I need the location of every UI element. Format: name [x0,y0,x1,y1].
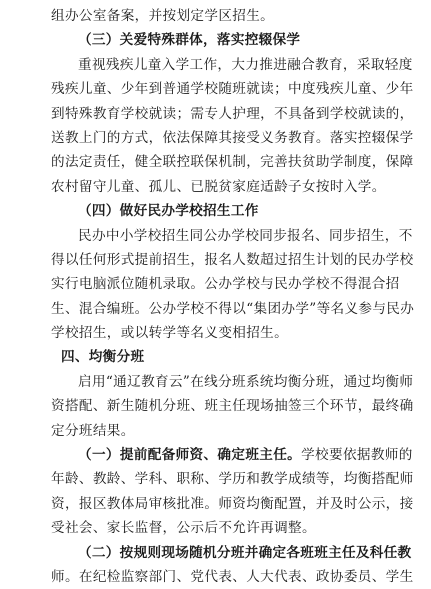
body-line: 重视残疾儿童入学工作，大力推进融合教育，采取轻度 [78,56,413,73]
body-line: 实行电脑派位随机录取。公办学校与民办学校不得混合招 [51,276,400,293]
body-line: 资搭配、新生随机分班、班主任现场抽签三个环节，最终确 [51,398,414,415]
body-line: 师。在纪检监察部门、党代表、人大代表、政协委员、学生 [51,568,414,585]
body-line: 组办公室备案，并按划定学区招生。 [51,8,275,24]
body-line: 受社会、家长监督，公示后不允许再调整。 [51,520,316,537]
subsection-heading: （四）做好民办学校招生工作 [78,203,259,220]
body-line: 到特殊教育学校就读；需专人护理，不具备到学校就读的， [51,105,414,122]
body-line: 年龄、教龄、学科、职称、学历和教学成绩等，均衡搭配师 [51,471,414,488]
lead-in-rest: 学校要依据教师的 [301,447,413,464]
body-line: 送教上门的方式，依法保障其接受义务教育。落实控辍保学 [51,129,414,146]
lead-in-bold: （一）提前配备师资、确定班主任。 [78,447,302,464]
body-line: 启用“通辽教育云”在线分班系统均衡分班，通过均衡师 [78,373,414,390]
subsection-heading: （二）按规则现场随机分班并确定各班班主任及科任教 [78,544,412,561]
subsection-heading: （三）关爱特殊群体，落实控辍保学 [78,32,301,49]
body-line: 农村留守儿童、孤儿、已脱贫家庭适龄子女按时入学。 [51,178,386,195]
body-line: 民办中小学校招生同公办学校同步报名、同步招生，不 [78,227,413,244]
body-line: 定分班结果。 [51,422,135,439]
body-line: 的法定责任，健全联控联保机制，完善扶贫助学制度，保障 [51,154,414,171]
section-heading: 四、均衡分班 [61,349,145,366]
body-line: 生、混合编班。公办学校不得以“集团办学”等名义参与民办 [51,300,415,317]
body-line: 残疾儿童、少年到普通学校随班就读；中度残疾儿童、少年 [51,81,414,98]
body-line: 学校招生，或以转学等名义变相招生。 [51,325,289,342]
body-line-with-lead [51,443,413,467]
body-line: 资，报区教体局审核批准。师资均衡配置，并及时公示，接 [51,495,414,512]
body-line: 得以任何形式提前招生，报名人数超过招生计划的民办学校 [51,251,414,268]
